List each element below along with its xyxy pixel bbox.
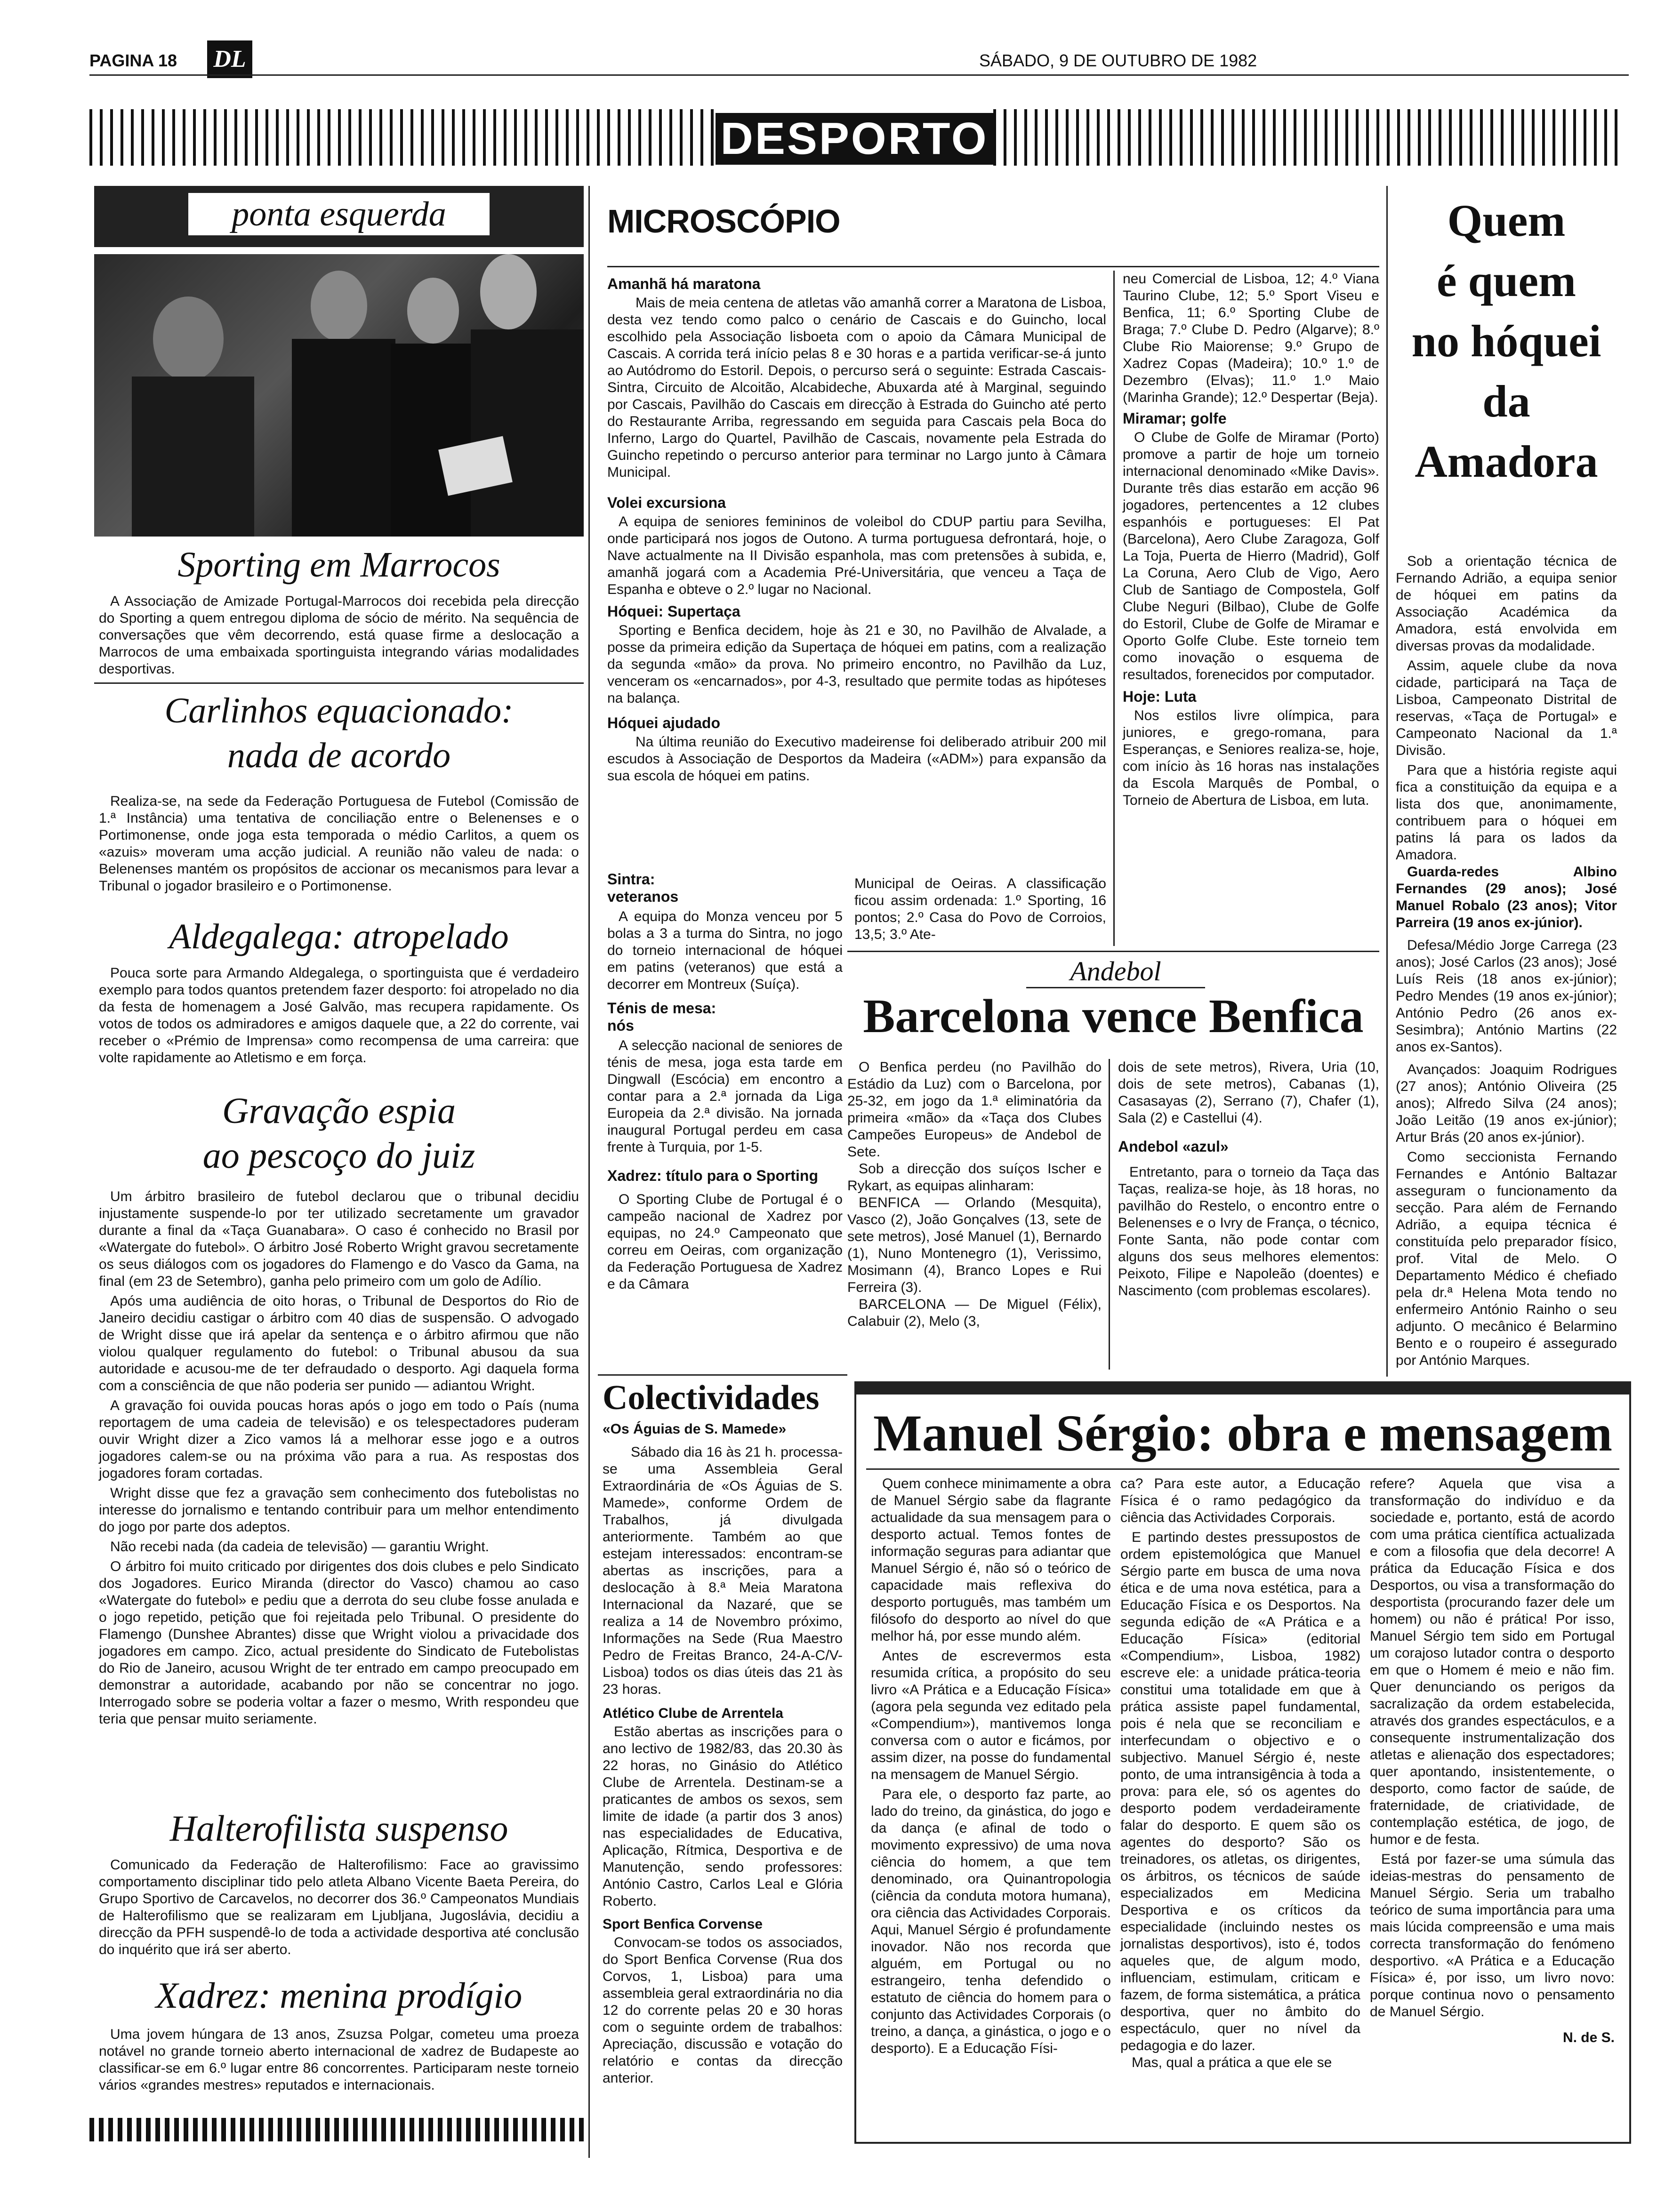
text-xadrez-classif: neu Comercial de Lisboa, 12; 4.º Viana Taurino Clube, 12; 5.º Sport Viseu e Benfica, 11; 6.º Sporting Clube de Braga; 7.º Clube D. Pedro (Algarve); 8.º Clube Rio Maiorense; 9.º Grupo de Xadrez Copas (Madeira); 10.º 1.º de Dezembro (Elvas); 11.º 1.º Maio (Marinha Grande); 12.º Despertar (Beja). [1123,271,1379,405]
microscopio-rule [607,266,1379,267]
sergio-text-8: Está por fazer-se uma súmula das ideias-mestras do pensamento de Manuel Sérgio. Seria um trabalho teórico de suma importância para uma mais lúcida compreensão e uma mais correcta transformação do fenómeno desportivo. «A Prática e a Educação Física» é, por isso, um livro novo: porque continua novo o pensamento de Manuel Sérgio. [1370,1851,1615,2020]
hoquei-headline-line: é quem [1437,256,1576,306]
text-tenis: A selecção nacional de seniores de ténis de mesa, joga esta tarde em Dingwall (Escócia) em encontro a contar para a 2.ª jornada da Liga Europeia da 2.ª divisão. Na jornada inaugural Portugal perdeu em casa frente à Turquia, por 1-5. [607,1038,843,1155]
sergio-rule [866,1468,1619,1470]
text-hoquei-ajudado: Na última reunião do Executivo madeirense foi deliberado atribuir 200 mil escudos à Associação de Desportos da Madeira («ADM») para expansão da sua escola de hóquei em patins. [607,734,1106,784]
text-gravacao [99,1188,579,1731]
andebol-col-right [1118,1059,1379,1299]
hoquei-headline-line: no hóquei [1411,316,1601,366]
colect-sub-aguias: «Os Águias de S. Mamede» [603,1421,787,1437]
sub-tenis-2: nós [607,1017,634,1034]
photo-figures [94,254,584,537]
text-miramar: O Clube de Golfe de Miramar (Porto) promove a partir de hoje um torneio internacional denominado «Mike Davis». Durante três dias estarão em acção 96 jogadores, pertencentes a 12 clubes espanhóis e portugueses: El Pat (Barcelona), Aero Clube Zaragoza, Golf La Toja, Puerta de Hierro (Madrid), Golf La Coruna, Aero Club de Vigo, Aero Club de Santiago de Compostela, Golf Clube Neguri (Bilbao), Clube de Golfe do Estoril, Clube de Golfe de Miramar e Oporto Golfe Clube. Este torneio tem como inovação o esquema de resultados, forenecidos por computador. [1123,430,1379,682]
andebol-rule-mid [1109,1059,1110,1370]
hoquei-text-6: Avançados: Joaquim Rodrigues (27 anos); António Oliveira (25 anos); Alfredo Silva (24 anos); João Leitão (19 anos ex-júnior); Artur Brás (20 anos ex-júnior). [1396,1062,1617,1145]
sub-supertaca: Hóquei: Supertaça [607,603,740,620]
sub-volei: Volei excursiona [607,494,726,511]
hoquei-headline-line: Amadora [1415,436,1598,487]
divider [94,682,584,684]
colect-text-aguias: Sábado dia 16 às 21 h. processa-se uma Assembleia Geral Extraordinária de «Os Águias de S. Mamede», conforme Ordem de Trabalhos, já divulgada anteriormente. Também ao que estejam interessados: encontram-se abertas as inscrições, para a deslocação à 8.ª Meia Maratona Internacional da Nazaré, que se realiza a 14 de Novembro próximo, Informações na Sede (Rua Maestro Pedro de Freitas Branco, 24-A-C/V-Lisboa) todos os dias úteis das 21 às 23 horas. [603,1444,843,1697]
left-column-rule [588,186,590,2158]
sergio-text-5: E partindo destes pressupostos de ordem epistemológica que Manuel Sérgio parte em busca de uma nova ética e de uma nova estética, para a Educação Física e os Desportos. Na segunda edição de «A Prática e a Educação Física» (editorial «Compendium», Lisboa, 1982) escreve ele: a unidade prática-teoria constitui uma totalidade em que à prática assiste papel fundamental, pois é nela que se reconciliam e interfecundam o objectivo e o subjectivo. Manuel Sérgio é, neste ponto, de uma intransigência à toda a prova: para ele, só os agentes do desporto podem verdadeiramente falar do desporto. E quem são os agentes do desporto? São os treinadores, os atletas, os dirigentes, os árbitros, os técnicos de saúde especializados em Medicina Desportiva e os críticos da especialidade (incluindo nestes os jornalistas desportivos), isto é, todos aqueles que, de algum modo, influenciam, estimulam, criticam e fazem, de forma sistemática, a prática desportiva, quer no âmbito do espectáculo, quer no nível da pedagogia e do lazer. [1120,1530,1360,2053]
microscopio-title: MICROSCÓPIO [607,203,840,240]
hoquei-text-1: Sob a orientação técnica de Fernando Adrião, a equipa senior de hóquei em patins da Associação Académica da Amadora, está envolvida em diversas provas da modalidade. [1396,553,1617,654]
bottom-stripe [89,2118,584,2141]
text-andebol-5: dois de sete metros), Rivera, Uria (10, dois de sete metros), Cabanas (1), Casasayas (2), Serrano (7), Chafer (1), Sala (2) e Castellui (4). [1118,1059,1379,1126]
newspaper-logo: DL [207,40,252,78]
text-aldegalega: Pouca sorte para Armando Aldegalega, o sportinguista que é verdadeiro exemplo para todos quantos pretendem fazer desporto: foi atropelado no dia da festa de homenagem a José Galvão, mas recupera rapidamente. Os votos de todos os admiradores e amigos daquele que, a 22 do corrente, vai receber o «Prémio de Imprensa» como recompensa de uma carreira: que volte rapidamente ao Atletismo e em força. [99,965,579,1066]
headline-aldegalega: Aldegalega: atropelado [169,917,509,956]
hoquei-headline-line: da [1482,376,1530,426]
andebol-kicker: Andebol [1026,955,1205,988]
colect-text-corvense: Convocam-se todos os associados, do Sport Benfica Corvense (Rua dos Corvos, 1, Lisboa) para uma assembleia geral extraordinária no dia 12 do corrente pelas 20 e 30 horas com o seguinte ordem de trabalhos: Apreciação, discussão e votação do relatório e contas da direcção anterior. [603,1935,843,2086]
hoquei-text-3: Para que a história registe aqui fica a constituição da equipa e a lista dos que, anonimamente, contribuem para o hóquei em patins lá para os lados da Amadora. [1396,762,1617,863]
text-maratona: Mais de meia centena de atletas vão amanhã correr a Maratona de Lisboa, desta vez tendo como palco o cenário de Cascais e do Guincho, local escolhido pela Associação lisboeta com o apoio da Câmara Municipal de Cascais. A corrida terá início pelas 8 e 30 horas e a partida verificar-se-á junto ao Autódromo do Estoril. Depois, o percurso será o seguinte: Estrada Cascais-Sintra, Circuito de Alcoitão, Alcabideche, Abuxarda até à Marginal, seguindo por Cascais, Pavilhão do Cascais em direcção à Estrada do Guincho até perto do Restaurante Arriba, regressando em seguida para Cascais pela Boca do Inferno, Largo do Quartel, Pavilhão de Cascais, novamente pela Estrada do Guincho repetindo o percurso anterior para terminar no Largo junto à Câmara Municipal. [607,295,1106,480]
headline-sporting: Sporting em Marrocos [177,545,500,585]
text-xadrez-sporting: O Sporting Clube de Portugal é o campeão nacional de Xadrez por equipas, no 24.º Campeonato que correu em Oeiras, com organização da Federação Portuguesa de Xadrez e da Câmara [607,1192,843,1292]
paragraph: Após uma audiência de oito horas, o Tribunal de Desportos do Rio de Janeiro decidiu castigar o árbitro com 40 dias de suspensão. O advogado de Wright disse que irá apelar da sentença e o árbitro afirmou que não violou qualquer regulamento do futebol: o Tribunal abusou da sua autoridade e acusou-me de ter defraudado o desporto. Agi daquela forma com a consciência de que não poderia ser punido — adiantou Wright. [99,1293,579,1394]
sergio-signature: N. de S. [1562,2030,1615,2045]
sub-xadrez-sporting: Xadrez: título para o Sporting [607,1167,819,1184]
text-halterofilista: Comunicado da Federação de Halterofilismo: Face ao gravissimo comportamento disciplinar tido pelo atleta Albano Vicente Baeta Pereira, do Grupo Sportivo de Carcavelos, no decorrer dos 36.º Campeonatos Mundiais de Halterofilismo que se realizaram em Ljubljana, Jugoslávia, decidiu a direcção da PFH suspendê-lo de toda a actividade desportiva até conclusão do inquérito que irá ser aberto. [99,1857,579,1957]
headline-carlinhos-2: nada de acordo [227,736,451,775]
micro-rule-mid [1113,271,1115,946]
hoquei-text-5: Defesa/Médio Jorge Carrega (23 anos); José Carlos (23 anos); José Luís Reis (18 anos ex-júnior); Pedro Mendes (19 anos ex-júnior); António Pedro (26 anos ex-Sesimbra); António Martins (22 anos ex-Santos). [1396,938,1617,1055]
text-sporting: A Associação de Amizade Portugal-Marrocos doi recebida pela direcção do Sporting a quem entregou diploma de sócio de mérito. Na sequência de conversações que vêm decorrendo, está quase firme a deslocação a Marrocos de uma embaixada sportinguista integrando várias modalidades desportivas. [99,593,579,677]
text-andebol-2: Sob a direcção dos suíços Ischer e Rykart, as equipas alinharam: [847,1161,1102,1194]
text-andebol-4: BARCELONA — De Miguel (Félix), Calabuir (2), Melo (3, [847,1297,1102,1329]
sergio-text-2: Antes de escrevermos esta resumida crítica, a propósito do seu livro «A Prática e a Educação Física» (agora pela segunda vez editado pela «Compendium»), mantivemos longa conversa com o autor e ficámos, por assim dizer, na posse do fundamental na mensagem de Manuel Sérgio. [871,1648,1111,1782]
hoquei-rule [1386,186,1388,1377]
text-xadrez: Uma jovem húngara de 13 anos, Zsuzsa Polgar, cometeu uma proeza notável no grande torneio aberto internacional de xadrez de Budapeste ao classificar-se em 6.º lugar entre 86 concorrentes. Participaram neste torneio vários «grandes mestres» reputados e internacionais. [99,2027,579,2093]
text-andebol-6: Entretanto, para o torneio da Taça das Taças, realiza-se hoje, às 18 horas, no pavilhão do Restelo, o encontro entre o Belenenses e o Ivry de França, o técnico, Fonte Santa, não pode contar com alguns dos seus melhores elementos: Peixoto, Filipe e Napoleão (doentes) e Nascimento (com problemas escolares). [1118,1164,1379,1298]
colect-text-arrentela: Estão abertas as inscrições para o ano lectivo de 1982/83, das 20.30 às 22 horas, no Ginásio do Atlético Clube de Arrentela. Destinam-se a praticantes de ambos os sexos, sem limite de idade (a partir dos 3 anos) nas especialidades de Educativa, Aplicação, Rítmica, Desportiva e de Manutenção, sendo professores: António Castro, Carlos Leal e Glória Roberto. [603,1724,843,1909]
text-carlinhos: Realiza-se, na sede da Federação Portuguesa de Futebol (Comissão de 1.ª Instância) uma tentativa de conciliação entre o Belenenses e o Portimonense, onde joga esta temporada o médio Carlitos, a quem os «azuis» moveram uma acção judicial. A reunião não valeu de nada: o Belenenses mantém os propósitos de accionar os mecanismos para levar a Tribunal o jogador brasileiro e o Portimonense. [99,793,579,894]
text-volei: A equipa de seniores femininos de voleibol do CDUP partiu para Sevilha, onde participará nos jogos de Outono. A turma portuguesa defrontará, hoje, o Nave actualmente na II Divisão espanhola, mas com pretensões à subida, e, amanhã jogará com a Academia Pré-Universitária, que venceu a Taça de Espanha e obteve o 2.º lugar no Nacional. [607,514,1106,597]
sub-luta: Hoje: Luta [1123,688,1197,705]
paragraph: Wright disse que fez a gravação sem conhecimento dos futebolistas no interesse do jornalismo e tentando contribuir para um melhor entendimento do jogo por parte dos adeptos. [99,1485,579,1535]
sergio-text-6: Mas, qual a prática a que ele se [1132,2055,1332,2070]
section-stripe-right [993,109,1619,166]
hoquei-text-2: Assim, aquele clube da nova cidade, participará na Taça de Lisboa, Campeonato Distrital de reservas, «Taça de Portugal» e Campeonato Nacional da 1.ª Divisão. [1396,658,1617,758]
headline-gravacao-1: Gravação espia [222,1090,456,1131]
sergio-text-4: ca? Para este autor, a Educação Física é o ramo pedagógico da ciência das Actividades Corporais. [1120,1476,1360,1525]
sub-sintra-1: Sintra: [607,871,655,888]
andebol-headline: Barcelona vence Benfica [863,990,1364,1043]
sub-miramar: Miramar; golfe [1123,410,1227,427]
paragraph: O árbitro foi muito criticado por dirigentes dos dois clubes e pelo Sindicato dos Jogadores. Eurico Miranda (director do Vasco) chamou ao caso «Watergate do futebol» e pediu que a derrota do seu clube fosse anulada e o jogo repetido, petição que foi rejeitada pelo Tribunal. O presidente do Flamengo (Dunshee Abrantes) disse que Wright violou a privacidade dos jogadores em campo. Zico, actual presidente do Sindicato de Futebolistas do Rio de Janeiro, acusou Wright de ter entrado em campo preocupado em demonstrar a autoridade, acabando por não se concentrar no jogo. Interrogado sobre se poderia voltar a fazer o mesmo, Writh respondeu que teria que pensar muito seriamente. [99,1559,579,1727]
colect-rule [598,1374,847,1376]
sub-andebol-azul: Andebol «azul» [1118,1138,1229,1155]
headline-gravacao-2: ao pescoço do juiz [202,1135,475,1176]
text-andebol-3: BENFICA — Orlando (Mesquita), Vasco (2), João Gonçalves (13, sete de sete metros), José Manuel (1), Bernardo (1), Nuno Montenegro (1), Verissimo, Mosimann (4), Branco Lopes e Rui Ferreira (3). [847,1195,1102,1295]
paragraph: Não recebi nada (da cadeia de televisão) — garantiu Wright. [110,1539,489,1555]
sergio-text-3: Para ele, o desporto faz parte, ao lado do treino, da ginástica, do jogo e da dança (e afinal de todo o movimento expressivo) de uma nova ciência do homem, a que tem denominado, ora Quinantropologia (ciência da conduta motora humana), ora ciência das Actividades Corporais. Aqui, Manuel Sérgio é profundamente inovador. Não nos recorda que alguém, em Portugal ou no estrangeiro, tenha defendido o estatuto de ciência do homem para o conjunto das Actividades Corporais (o treino, a dança, a ginástica, o jogo e o desporto). E a Educação Físi- [871,1787,1111,2056]
page-number: PAGINA 18 [89,51,177,70]
paragraph: A gravação foi ouvida poucas horas após o jogo em todo o País (numa reportagem de uma cadeia de televisão) e os telespectadores puderam ouvir Wright dizer a Zico vamos lá a melhorar esse jogo e a outros jogadores calem-se ou na próxima vão para a rua. As respostas dos jogadores foram cortadas. [99,1398,579,1481]
hoquei-text-4: Guarda-redes Albino Fernandes (29 anos); José Manuel Robalo (23 anos); Vitor Parreira (19 anos ex-júnior). [1396,864,1617,930]
andebol-rule [847,951,1379,952]
colect-sub-corvense: Sport Benfica Corvense [603,1916,763,1932]
colect-title: Colectividades [603,1378,820,1417]
hoquei-text-7: Como seccionista Fernando Fernandes e António Baltazar asseguram o funcionamento da secção. Para além de Fernando Adrião, a equipa técnica é constituída pelo preparador físico, prof. Vital de Melo. O Departamento Médico é chefiado pela dr.ª Helena Mota tendo no enfermeiro António Rainho o seu adjunto. O mecânico é Belarmino Bento e o roupeiro é assegurado por António Marques. [1396,1149,1617,1368]
sub-hoquei-ajudado: Hóquei ajudado [607,714,720,731]
micro-col-right [1123,271,1379,809]
sub-tenis-1: Ténis de mesa: [607,1000,716,1017]
issue-date: SÁBADO, 9 DE OUTUBRO DE 1982 [979,51,1257,70]
colect-body [603,1421,843,2087]
text-sintra: A equipa do Monza venceu por 5 bolas a 3 a turma do Sintra, no jogo do torneio internacional de hóquei em patins (veteranos) que está a decorrer em Montreux (Suíça). [607,909,843,992]
headline-halterofilista: Halterofilista suspenso [169,1808,508,1849]
hoquei-headline [1393,191,1619,492]
sergio-headline: Manuel Sérgio: obra e mensagem [873,1404,1613,1462]
sergio-text-7: refere? Aquela que visa a transformação do indivíduo e da sociedade e, portanto, está de acordo com uma prática científica actualizada e com a filosofia que dela decorre! A prática da Educação Física e dos Desportos, ou visa a transformação do desportista (procurando fazer dele um homem) ou não é prática! Por isso, Manuel Sérgio tem sido em Portugal um corajoso lutador contra o desporto em que o Homem é meio e não fim. Quer denunciando os perigos da sacralização da ordem estabelecida, através dos grandes espectáculos, e a consequente instrumentalização dos atletas e alienação dos espectadores; quer apontando, insistentemente, o desporto, como factor de saúde, de fraternidade, de criatividade, de contemplação estética, de jogo, de humor e de festa. [1370,1476,1615,1847]
hoquei-headline-line: Quem [1447,195,1566,246]
sergio-col-1 [871,1475,1111,2057]
sergio-bar [854,1381,1631,1395]
micro-col-left [607,271,1106,785]
article-sporting [99,593,579,678]
headline-xadrez: Xadrez: menina prodígio [155,1975,523,2016]
micro-col-sub-left [607,871,843,1293]
sub-sintra-2: veteranos [607,888,679,905]
sergio-text-1: Quem conhece minimamente a obra de Manuel Sérgio sabe da flagrante actualidade da sua mensagem para o desporto actual. Temos fontes de informação seguras para adiantar que Manuel Sérgio é, não só o teórico de capacidade mais reflexiva do desporto português, mas também um filósofo do desporto ao nível do que melhor há, por esse mundo além. [871,1476,1111,1644]
headline-carlinhos-1: Carlinhos equacionado: [164,691,514,730]
hoquei-body [1396,553,1617,1369]
masthead-rule [89,74,1629,76]
section-stripe-left [89,109,716,166]
text-supertaca: Sporting e Benfica decidem, hoje às 21 e 30, no Pavilhão de Alvalade, a posse da primeira edição da Supertaça de hóquei em patins, com a realização da segunda «mão» da prova. No primeiro encontro, no Pavilhão da Luz, venceram os «encarnados», por 4-3, resultado que permite todas as hipóteses na balança. [607,623,1106,706]
news-photo [94,254,584,537]
andebol-col-left [847,1059,1102,1330]
text-xadrez-cont: Municipal de Oeiras. A classificação ficou assim ordenada: 1.º Sporting, 16 pontos; 2.º Casa do Povo de Corroios, 13,5; 3.º Ate- [854,876,1106,942]
sergio-col-3 [1370,1475,1615,2046]
paragraph: Um árbitro brasileiro de futebol declarou que o tribunal decidiu injustamente suspende-lo por ter utilizado secretamente um gravador durante a final da «Taça Guanabara». O caso é conhecido no Brasil por «Watergate do futebol». O árbitro José Roberto Wright gravou secretamente os seus diálogos com os jogadores do Flamengo e do Vasco da Gama, na final (em 23 de Setembro), ganha pelo primeiro com um golo de Adílio. [99,1189,579,1289]
sub-maratona: Amanhã há maratona [607,275,761,292]
sergio-col-2 [1120,1475,1360,2071]
column-title: ponta esquerda [188,193,490,235]
section-title: DESPORTO [716,113,993,165]
colect-sub-arrentela: Atlético Clube de Arrentela [603,1706,783,1721]
text-luta: Nos estilos livre olímpica, para juniores, e grego-romana, para Esperanças, e Seniores realiza-se, hoje, com início às 16 horas nas instalações da Escola Marquês de Pombal, o Torneio de Abertura de Lisboa, em luta. [1123,708,1379,808]
text-andebol-1: O Benfica perdeu (no Pavilhão do Estádio da Luz) com o Barcelona, por 25-32, em jogo da 1.ª eliminatória da primeira «mão» da «Taça dos Clubes Campeões Europeus» de Andebol de Sete. [847,1059,1102,1160]
